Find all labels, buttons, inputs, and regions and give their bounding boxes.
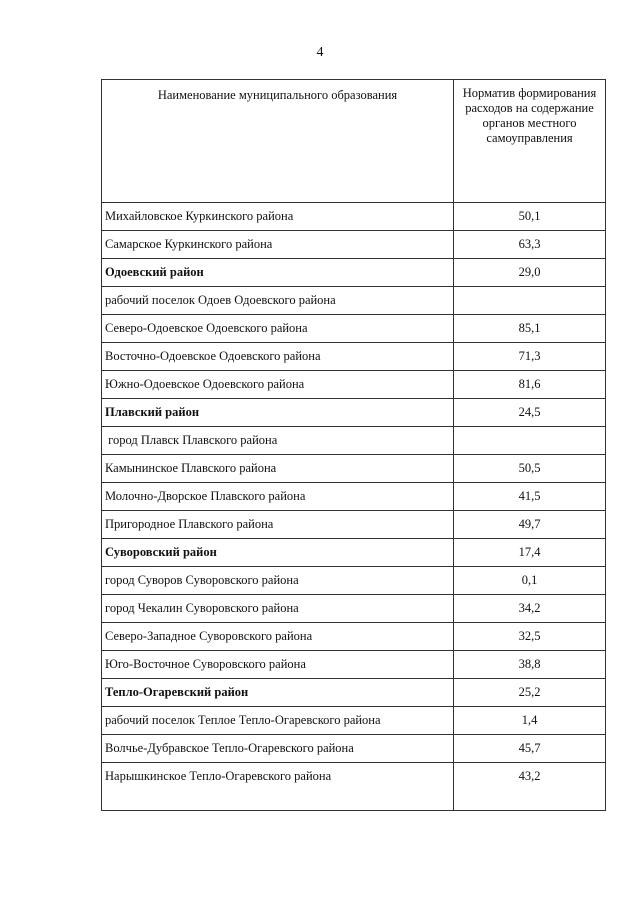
expense-norm-value: 29,0 [518,265,541,279]
expense-norm-value: 32,5 [518,629,541,643]
table-row [102,315,606,343]
expense-norm-cell [454,763,606,811]
expense-norm-value: 81,6 [518,377,541,391]
table-row [102,679,606,707]
municipality-name-cell [102,343,454,371]
municipality-name: Молочно-Дворское Плавского района [105,489,306,503]
municipality-name: Пригородное Плавского района [105,517,274,531]
expense-norm-cell [454,483,606,511]
municipality-name: Михайловское Куркинского района [105,209,294,223]
municipality-name: Южно-Одоевское Одоевского района [105,377,305,391]
table-header-row [102,80,606,203]
table-row [102,231,606,259]
municipality-name: Плавский район [105,405,200,419]
municipality-name-cell [102,735,454,763]
expense-norm-value: 38,8 [518,657,541,671]
municipality-name: Северо-Западное Суворовского района [105,629,313,643]
municipality-name-cell [102,315,454,343]
expense-norm-value: 49,7 [518,517,541,531]
table-row [102,539,606,567]
expense-norm-value: 45,7 [518,741,541,755]
expense-norm-cell [454,539,606,567]
header-municipality-name: Наименование муниципального образования [102,80,454,203]
table-row [102,707,606,735]
municipality-name: город Суворов Суворовского района [105,573,299,587]
expense-norm-value: 41,5 [518,489,541,503]
municipality-name-cell [102,511,454,539]
expense-norm-cell [454,399,606,427]
municipality-name: Тепло-Огаревский район [105,685,249,699]
table-row [102,455,606,483]
municipality-name-cell [102,595,454,623]
table-row [102,623,606,651]
table-row [102,259,606,287]
expense-norm-value: 85,1 [518,321,541,335]
table-row [102,763,606,811]
municipality-name: Нарышкинское Тепло-Огаревского района [105,769,332,783]
expense-norm-cell [454,343,606,371]
municipality-name-cell [102,455,454,483]
table-row [102,483,606,511]
municipality-name: город Чекалин Суворовского района [105,601,299,615]
municipality-name-cell [102,483,454,511]
table-row [102,343,606,371]
expense-norm-cell [454,427,606,455]
municipality-name: Одоевский район [105,265,204,279]
table-row [102,287,606,315]
municipality-name-cell [102,651,454,679]
expense-norm-cell [454,315,606,343]
municipality-name-cell [102,203,454,231]
municipality-name: Суворовский район [105,545,217,559]
expense-norm-cell [454,455,606,483]
expense-norm-cell [454,203,606,231]
municipality-name: Камынинское Плавского района [105,461,277,475]
expense-norm-cell [454,259,606,287]
municipality-name-cell [102,707,454,735]
expense-norm-cell [454,735,606,763]
municipality-name: Юго-Восточное Суворовского района [105,657,306,671]
municipality-name: Восточно-Одоевское Одоевского района [105,349,321,363]
expense-norm-value: 0,1 [521,573,538,587]
expense-norm-value: 24,5 [518,405,541,419]
municipality-name-cell [102,567,454,595]
municipality-name-cell [102,371,454,399]
expense-norm-cell [454,511,606,539]
expense-norm-value: 43,2 [518,769,541,783]
municipality-name-cell [102,539,454,567]
municipality-name: Северо-Одоевское Одоевского района [105,321,308,335]
municipality-name-cell [102,427,454,455]
table-row [102,595,606,623]
page-number: 4 [316,45,324,60]
table-row [102,203,606,231]
table-row [102,651,606,679]
expense-norm-value: 25,2 [518,685,541,699]
table-row [102,399,606,427]
expense-norm-cell [454,623,606,651]
expense-norm-value: 34,2 [518,601,541,615]
expense-norm-value: 63,3 [518,237,541,251]
expense-norm-value: 50,1 [518,209,541,223]
expense-norm-cell [454,707,606,735]
municipality-name: рабочий поселок Теплое Тепло-Огаревского района [105,713,381,727]
expense-norm-cell [454,679,606,707]
table-row [102,567,606,595]
expense-norm-value: 71,3 [518,349,541,363]
expense-norm-cell [454,651,606,679]
expense-norm-value: 50,5 [518,461,541,475]
norms-table [101,79,606,811]
municipality-name-cell [102,763,454,811]
municipality-name: рабочий поселок Одоев Одоевского района [105,293,336,307]
header-expense-norm: Норматив формирования расходов на содержание органов местного самоуправления [454,80,606,203]
table-body [102,203,606,811]
table-row [102,371,606,399]
municipality-name-cell [102,399,454,427]
table-row [102,511,606,539]
expense-norm-cell [454,567,606,595]
municipality-name-cell [102,259,454,287]
expense-norm-cell [454,371,606,399]
municipality-name: Самарское Куркинского района [105,237,273,251]
municipality-name-cell [102,287,454,315]
expense-norm-cell [454,287,606,315]
expense-norm-cell [454,595,606,623]
municipality-name: город Плавск Плавского района [105,433,278,447]
municipality-name-cell [102,679,454,707]
table-row [102,735,606,763]
municipality-name-cell [102,231,454,259]
expense-norm-value: 17,4 [518,545,541,559]
table-row [102,427,606,455]
municipality-name: Волчье-Дубравское Тепло-Огаревского района [105,741,354,755]
expense-norm-cell [454,231,606,259]
municipality-name-cell [102,623,454,651]
expense-norm-value: 1,4 [521,713,538,727]
